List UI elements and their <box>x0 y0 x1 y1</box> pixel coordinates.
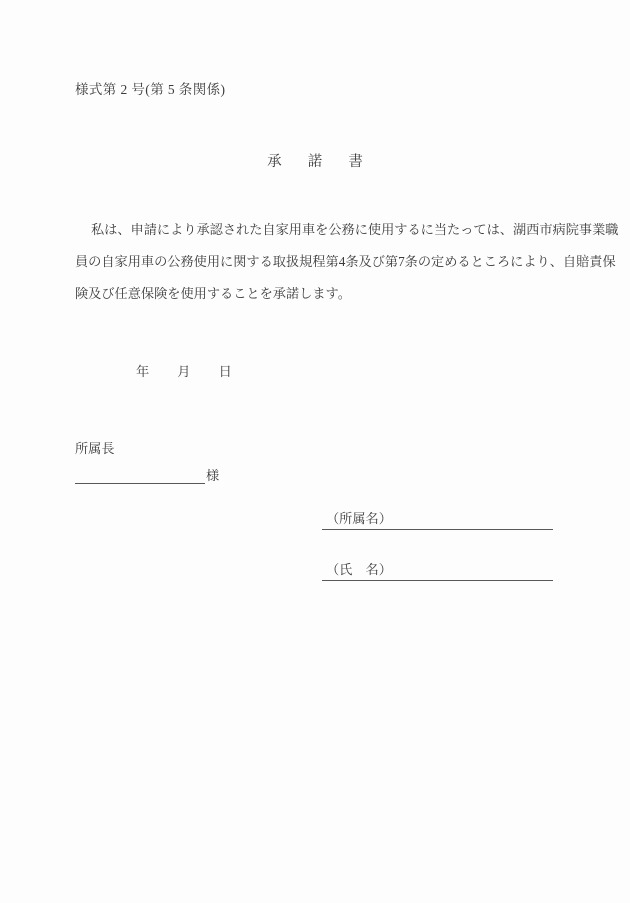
addressee-role-label: 所属長 <box>75 441 115 456</box>
affiliation-field-label: （所属名） <box>326 511 392 526</box>
title-char: 書 <box>348 154 363 170</box>
affiliation-signature-field[interactable] <box>322 508 553 530</box>
body-line <box>75 251 616 283</box>
body-paragraph <box>75 219 619 315</box>
body-line <box>75 283 553 315</box>
document-title <box>0 150 630 171</box>
form-number-header: 様式第 2 号(第 5 条関係) <box>75 82 226 97</box>
body-line <box>75 219 619 251</box>
addressee-fill-line <box>75 465 219 484</box>
name-field-label: （氏 名） <box>326 562 392 577</box>
day-label: 日 <box>218 364 232 379</box>
body-line-text: 私は、申請により承認された自家用車を公務に使用するに当たっては、湖西市病院事業職 <box>91 222 619 237</box>
name-signature-field[interactable] <box>322 559 553 581</box>
title-char: 承 <box>267 154 282 170</box>
title-char: 諾 <box>307 154 323 170</box>
body-line-text: 険及び任意保険を使用することを承諾します。 <box>75 286 351 301</box>
addressee-write-in-rule[interactable] <box>75 468 205 484</box>
year-label: 年 <box>136 364 150 379</box>
addressee-block <box>75 438 219 484</box>
addressee-honorific: 様 <box>206 468 220 483</box>
date-entry-line <box>136 361 232 380</box>
body-line-text: 員の自家用車の公務使用に関する取扱規程第4条及び第7条の定めるところにより、自賠責保 <box>75 254 616 269</box>
month-label: 月 <box>177 364 191 379</box>
